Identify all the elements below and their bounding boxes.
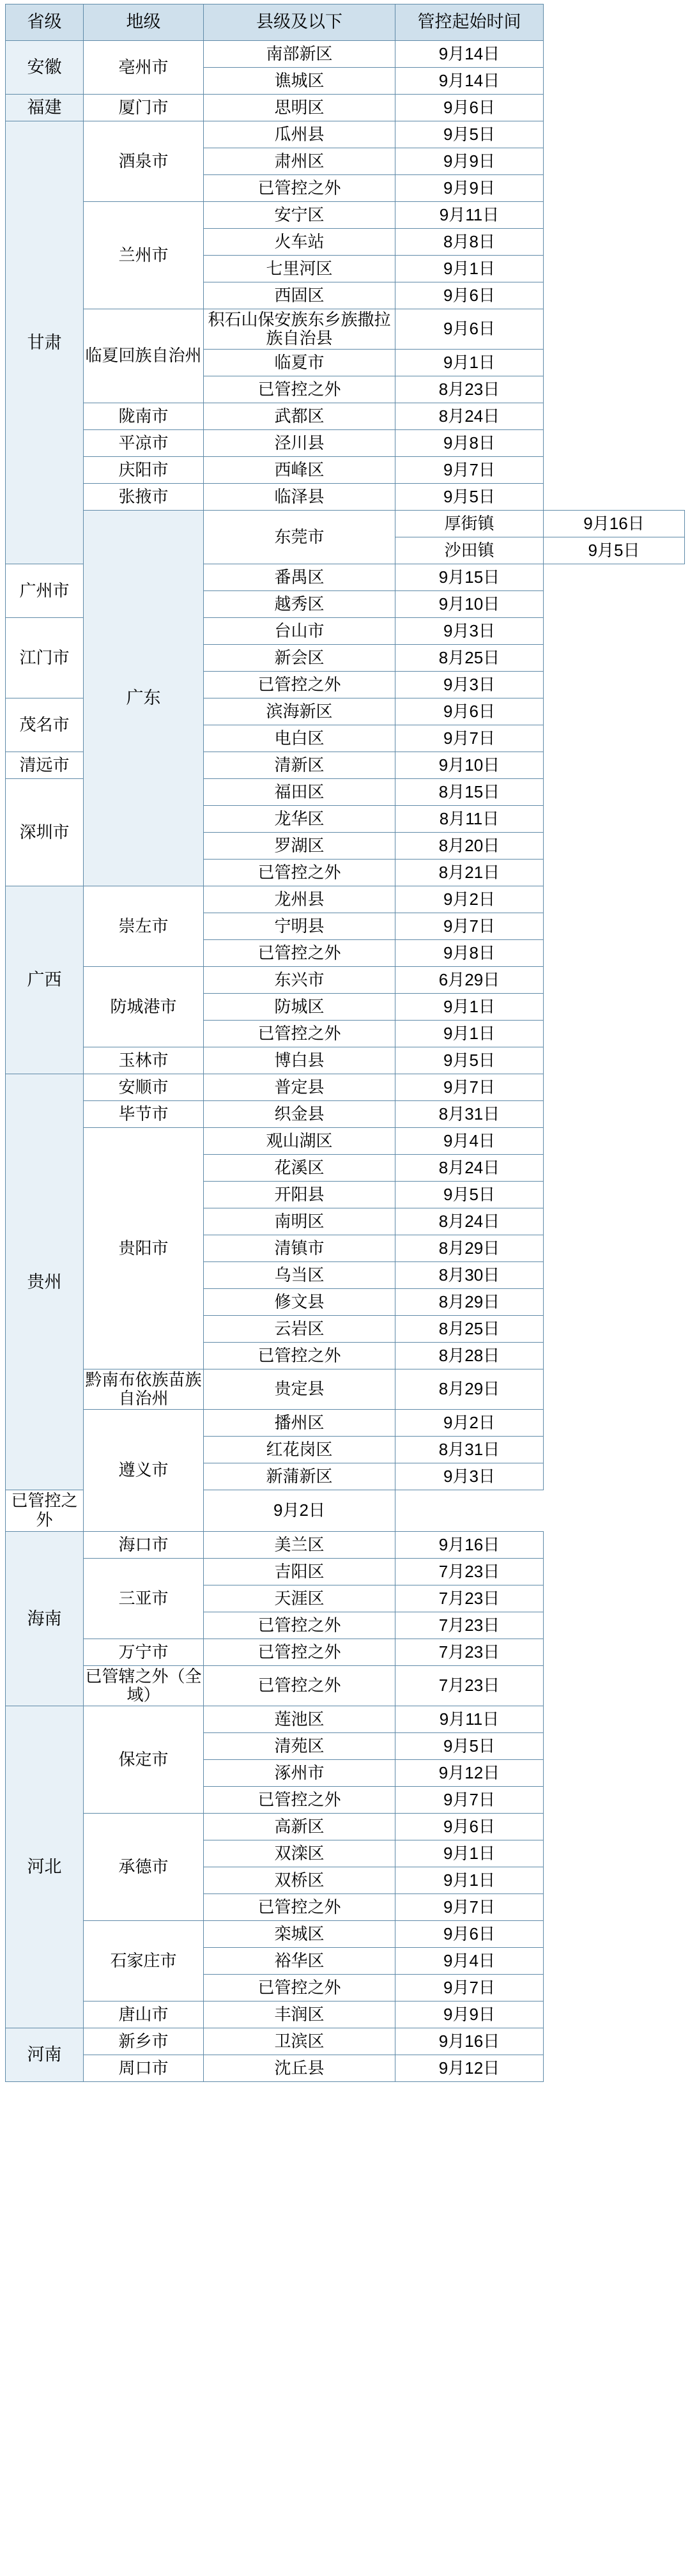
start-time-cell: 9月6日	[395, 1921, 544, 1948]
start-time-cell: 9月1日	[395, 350, 544, 376]
table-row	[6, 1559, 685, 1585]
start-time-cell: 9月2日	[395, 1410, 544, 1437]
county-cell: 肃州区	[204, 148, 395, 175]
county-cell: 已管控之外	[204, 940, 395, 967]
start-time-cell: 8月24日	[395, 403, 544, 430]
county-cell: 已管控之外	[204, 1666, 395, 1706]
county-cell: 播州区	[204, 1410, 395, 1437]
start-time-cell: 9月10日	[395, 591, 544, 618]
start-time-cell: 9月14日	[395, 68, 544, 95]
start-time-cell: 9月14日	[395, 41, 544, 68]
prefecture-cell: 张掖市	[84, 484, 204, 511]
county-cell: 防城区	[204, 994, 395, 1021]
county-cell: 思明区	[204, 95, 395, 121]
county-cell: 番禺区	[204, 564, 395, 591]
prefecture-cell: 已管辖之外（全域）	[84, 1666, 204, 1706]
prefecture-cell: 玉林市	[84, 1047, 204, 1074]
county-cell: 乌当区	[204, 1262, 395, 1289]
start-time-cell: 9月5日	[395, 1047, 544, 1074]
start-time-cell: 9月2日	[395, 886, 544, 913]
start-time-cell: 8月25日	[395, 1316, 544, 1343]
start-time-cell: 9月7日	[395, 1975, 544, 2001]
prefecture-cell: 平凉市	[84, 430, 204, 457]
start-time-cell: 8月30日	[395, 1262, 544, 1289]
province-cell: 河南	[6, 2028, 84, 2082]
table-row	[6, 1410, 685, 1437]
start-time-cell: 9月2日	[204, 1490, 395, 1532]
county-cell: 新蒲新区	[204, 1463, 395, 1490]
county-cell: 谯城区	[204, 68, 395, 95]
county-cell: 织金县	[204, 1101, 395, 1128]
prefecture-cell: 黔南布依族苗族自治州	[84, 1369, 204, 1410]
county-cell: 临夏市	[204, 350, 395, 376]
start-time-cell: 9月15日	[395, 564, 544, 591]
province-cell: 广东	[84, 511, 204, 886]
province-cell: 河北	[6, 1706, 84, 2028]
county-cell: 积石山保安族东乡族撒拉族自治县	[204, 309, 395, 350]
county-cell: 西峰区	[204, 457, 395, 484]
county-cell: 涿州市	[204, 1760, 395, 1787]
table-row	[6, 1706, 685, 1733]
start-time-cell: 9月3日	[395, 672, 544, 698]
start-time-cell: 9月1日	[395, 1021, 544, 1047]
county-cell: 滨海新区	[204, 698, 395, 725]
start-time-cell: 9月7日	[395, 1074, 544, 1101]
start-time-cell: 9月8日	[395, 940, 544, 967]
county-cell: 红花岗区	[204, 1437, 395, 1463]
start-time-cell: 9月7日	[395, 725, 544, 752]
county-cell: 龙华区	[204, 806, 395, 833]
county-cell: 已管控之外	[204, 672, 395, 698]
start-time-cell: 8月21日	[395, 860, 544, 886]
table-row	[6, 2028, 685, 2055]
start-time-cell: 9月9日	[395, 2001, 544, 2028]
start-time-cell: 9月3日	[395, 618, 544, 645]
start-time-cell: 9月8日	[395, 430, 544, 457]
county-cell: 已管控之外	[204, 860, 395, 886]
prefecture-cell: 唐山市	[84, 2001, 204, 2028]
county-cell: 新会区	[204, 645, 395, 672]
prefecture-cell: 遵义市	[84, 1410, 204, 1532]
prefecture-cell: 崇左市	[84, 886, 204, 967]
start-time-cell: 8月11日	[395, 806, 544, 833]
county-cell: 清新区	[204, 752, 395, 779]
prefecture-cell: 海口市	[84, 1532, 204, 1559]
county-cell: 龙州县	[204, 886, 395, 913]
start-time-cell: 8月24日	[395, 1208, 544, 1235]
county-cell: 临泽县	[204, 484, 395, 511]
county-cell: 裕华区	[204, 1948, 395, 1975]
control-areas-table	[5, 4, 685, 2082]
county-cell: 电白区	[204, 725, 395, 752]
table-row	[6, 403, 685, 430]
start-time-cell: 8月29日	[395, 1289, 544, 1316]
county-cell: 南明区	[204, 1208, 395, 1235]
county-cell: 已管控之外	[204, 1894, 395, 1921]
start-time-cell: 8月24日	[395, 1155, 544, 1182]
table-row	[6, 511, 685, 537]
start-time-cell: 9月6日	[395, 698, 544, 725]
county-cell: 已管控之外	[204, 175, 395, 202]
start-time-cell: 7月23日	[395, 1612, 544, 1639]
start-time-cell: 9月7日	[395, 1787, 544, 1814]
county-cell: 清镇市	[204, 1235, 395, 1262]
start-time-cell: 7月23日	[395, 1639, 544, 1666]
province-cell: 贵州	[6, 1074, 84, 1490]
table-row	[6, 1814, 685, 1840]
start-time-cell: 7月23日	[395, 1666, 544, 1706]
county-cell: 双滦区	[204, 1840, 395, 1867]
start-time-cell: 9月9日	[395, 148, 544, 175]
county-cell: 泾川县	[204, 430, 395, 457]
county-cell: 瓜州县	[204, 121, 395, 148]
prefecture-cell: 茂名市	[6, 698, 84, 752]
prefecture-cell: 防城港市	[84, 967, 204, 1047]
table-row	[6, 430, 685, 457]
header-start-time: 管控起始时间	[395, 4, 544, 41]
county-cell: 火车站	[204, 229, 395, 256]
province-cell: 甘肃	[6, 121, 84, 564]
table-row	[6, 1639, 685, 1666]
table-row	[6, 41, 685, 68]
prefecture-cell: 深圳市	[6, 779, 84, 886]
start-time-cell: 9月16日	[544, 511, 685, 537]
county-cell: 厚街镇	[395, 511, 544, 537]
county-cell: 沈丘县	[204, 2055, 395, 2082]
start-time-cell: 9月11日	[395, 202, 544, 229]
header-county: 县级及以下	[204, 4, 395, 41]
prefecture-cell: 贵阳市	[84, 1128, 204, 1369]
start-time-cell: 8月20日	[395, 833, 544, 860]
start-time-cell: 9月6日	[395, 282, 544, 309]
prefecture-cell: 万宁市	[84, 1639, 204, 1666]
start-time-cell: 9月16日	[395, 1532, 544, 1559]
table-row	[6, 1369, 685, 1410]
county-cell: 开阳县	[204, 1182, 395, 1208]
county-cell: 修文县	[204, 1289, 395, 1316]
county-cell: 花溪区	[204, 1155, 395, 1182]
table-row	[6, 2055, 685, 2082]
county-cell: 已管控之外	[204, 1975, 395, 2001]
county-cell: 已管控之外	[204, 1787, 395, 1814]
county-cell: 贵定县	[204, 1369, 395, 1410]
county-cell: 普定县	[204, 1074, 395, 1101]
county-cell: 已管控之外	[6, 1490, 84, 1532]
table-row	[6, 121, 685, 148]
county-cell: 沙田镇	[395, 537, 544, 564]
start-time-cell: 9月7日	[395, 913, 544, 940]
county-cell: 博白县	[204, 1047, 395, 1074]
county-cell: 已管控之外	[204, 1612, 395, 1639]
county-cell: 罗湖区	[204, 833, 395, 860]
start-time-cell: 8月29日	[395, 1235, 544, 1262]
header-province: 省级	[6, 4, 84, 41]
county-cell: 已管控之外	[204, 1343, 395, 1369]
county-cell: 台山市	[204, 618, 395, 645]
prefecture-cell: 广州市	[6, 564, 84, 618]
county-cell: 清苑区	[204, 1733, 395, 1760]
table-row	[6, 309, 685, 350]
start-time-cell: 8月8日	[395, 229, 544, 256]
county-cell: 已管控之外	[204, 1639, 395, 1666]
table-row	[6, 484, 685, 511]
county-cell: 已管控之外	[204, 376, 395, 403]
prefecture-cell: 庆阳市	[84, 457, 204, 484]
county-cell: 安宁区	[204, 202, 395, 229]
start-time-cell: 7月23日	[395, 1585, 544, 1612]
start-time-cell: 9月16日	[395, 2028, 544, 2055]
prefecture-cell: 厦门市	[84, 95, 204, 121]
county-cell: 天涯区	[204, 1585, 395, 1612]
table-row	[6, 202, 685, 229]
county-cell: 莲池区	[204, 1706, 395, 1733]
county-cell: 云岩区	[204, 1316, 395, 1343]
prefecture-cell: 三亚市	[84, 1559, 204, 1639]
start-time-cell: 9月1日	[395, 994, 544, 1021]
start-time-cell: 9月5日	[395, 1182, 544, 1208]
start-time-cell: 9月1日	[395, 1867, 544, 1894]
start-time-cell: 9月7日	[395, 1894, 544, 1921]
start-time-cell: 9月9日	[395, 175, 544, 202]
county-cell: 高新区	[204, 1814, 395, 1840]
start-time-cell: 8月29日	[395, 1369, 544, 1410]
start-time-cell: 9月11日	[395, 1706, 544, 1733]
prefecture-cell: 江门市	[6, 618, 84, 698]
start-time-cell: 8月15日	[395, 779, 544, 806]
county-cell: 栾城区	[204, 1921, 395, 1948]
table-row	[6, 886, 685, 913]
province-cell: 福建	[6, 95, 84, 121]
county-cell: 宁明县	[204, 913, 395, 940]
start-time-cell: 9月10日	[395, 752, 544, 779]
province-cell: 海南	[6, 1532, 84, 1706]
county-cell: 西固区	[204, 282, 395, 309]
table-row	[6, 1047, 685, 1074]
county-cell: 七里河区	[204, 256, 395, 282]
county-cell: 观山湖区	[204, 1128, 395, 1155]
start-time-cell: 9月5日	[544, 537, 685, 564]
prefecture-cell: 新乡市	[84, 2028, 204, 2055]
table-row	[6, 1921, 685, 1948]
start-time-cell: 9月6日	[395, 309, 544, 350]
start-time-cell: 9月4日	[395, 1948, 544, 1975]
prefecture-cell: 兰州市	[84, 202, 204, 309]
table-row	[6, 967, 685, 994]
start-time-cell: 9月5日	[395, 484, 544, 511]
table-row	[6, 1101, 685, 1128]
prefecture-cell: 周口市	[84, 2055, 204, 2082]
county-cell: 吉阳区	[204, 1559, 395, 1585]
prefecture-cell: 保定市	[84, 1706, 204, 1814]
prefecture-cell: 承德市	[84, 1814, 204, 1921]
prefecture-cell: 清远市	[6, 752, 84, 779]
county-cell: 南部新区	[204, 41, 395, 68]
prefecture-cell: 临夏回族自治州	[84, 309, 204, 403]
start-time-cell: 8月31日	[395, 1437, 544, 1463]
table-row	[6, 1074, 685, 1101]
county-cell: 东兴市	[204, 967, 395, 994]
start-time-cell: 9月7日	[395, 457, 544, 484]
table-row	[6, 1666, 685, 1706]
county-cell: 卫滨区	[204, 2028, 395, 2055]
start-time-cell: 9月4日	[395, 1128, 544, 1155]
start-time-cell: 8月31日	[395, 1101, 544, 1128]
county-cell: 已管控之外	[204, 1021, 395, 1047]
county-cell: 丰润区	[204, 2001, 395, 2028]
county-cell: 福田区	[204, 779, 395, 806]
table-header-row	[6, 4, 685, 41]
county-cell: 越秀区	[204, 591, 395, 618]
prefecture-cell: 安顺市	[84, 1074, 204, 1101]
county-cell: 美兰区	[204, 1532, 395, 1559]
table-body	[6, 41, 685, 2082]
start-time-cell: 9月5日	[395, 121, 544, 148]
start-time-cell: 9月3日	[395, 1463, 544, 1490]
start-time-cell: 9月5日	[395, 1733, 544, 1760]
start-time-cell: 9月12日	[395, 1760, 544, 1787]
table-row	[6, 1128, 685, 1155]
prefecture-cell: 陇南市	[84, 403, 204, 430]
start-time-cell: 6月29日	[395, 967, 544, 994]
start-time-cell: 9月1日	[395, 1840, 544, 1867]
prefecture-cell: 东莞市	[204, 511, 395, 564]
table-row	[6, 457, 685, 484]
table-row	[6, 95, 685, 121]
province-cell: 广西	[6, 886, 84, 1074]
prefecture-cell: 毕节市	[84, 1101, 204, 1128]
start-time-cell: 8月25日	[395, 645, 544, 672]
county-cell: 武都区	[204, 403, 395, 430]
start-time-cell: 8月23日	[395, 376, 544, 403]
start-time-cell: 9月1日	[395, 256, 544, 282]
start-time-cell: 8月28日	[395, 1343, 544, 1369]
start-time-cell: 9月6日	[395, 1814, 544, 1840]
header-prefecture: 地级	[84, 4, 204, 41]
county-cell: 双桥区	[204, 1867, 395, 1894]
prefecture-cell: 亳州市	[84, 41, 204, 95]
start-time-cell: 7月23日	[395, 1559, 544, 1585]
prefecture-cell: 酒泉市	[84, 121, 204, 202]
start-time-cell: 9月12日	[395, 2055, 544, 2082]
table-row	[6, 1532, 685, 1559]
start-time-cell: 9月6日	[395, 95, 544, 121]
table-row	[6, 2001, 685, 2028]
province-cell: 安徽	[6, 41, 84, 95]
prefecture-cell: 石家庄市	[84, 1921, 204, 2001]
